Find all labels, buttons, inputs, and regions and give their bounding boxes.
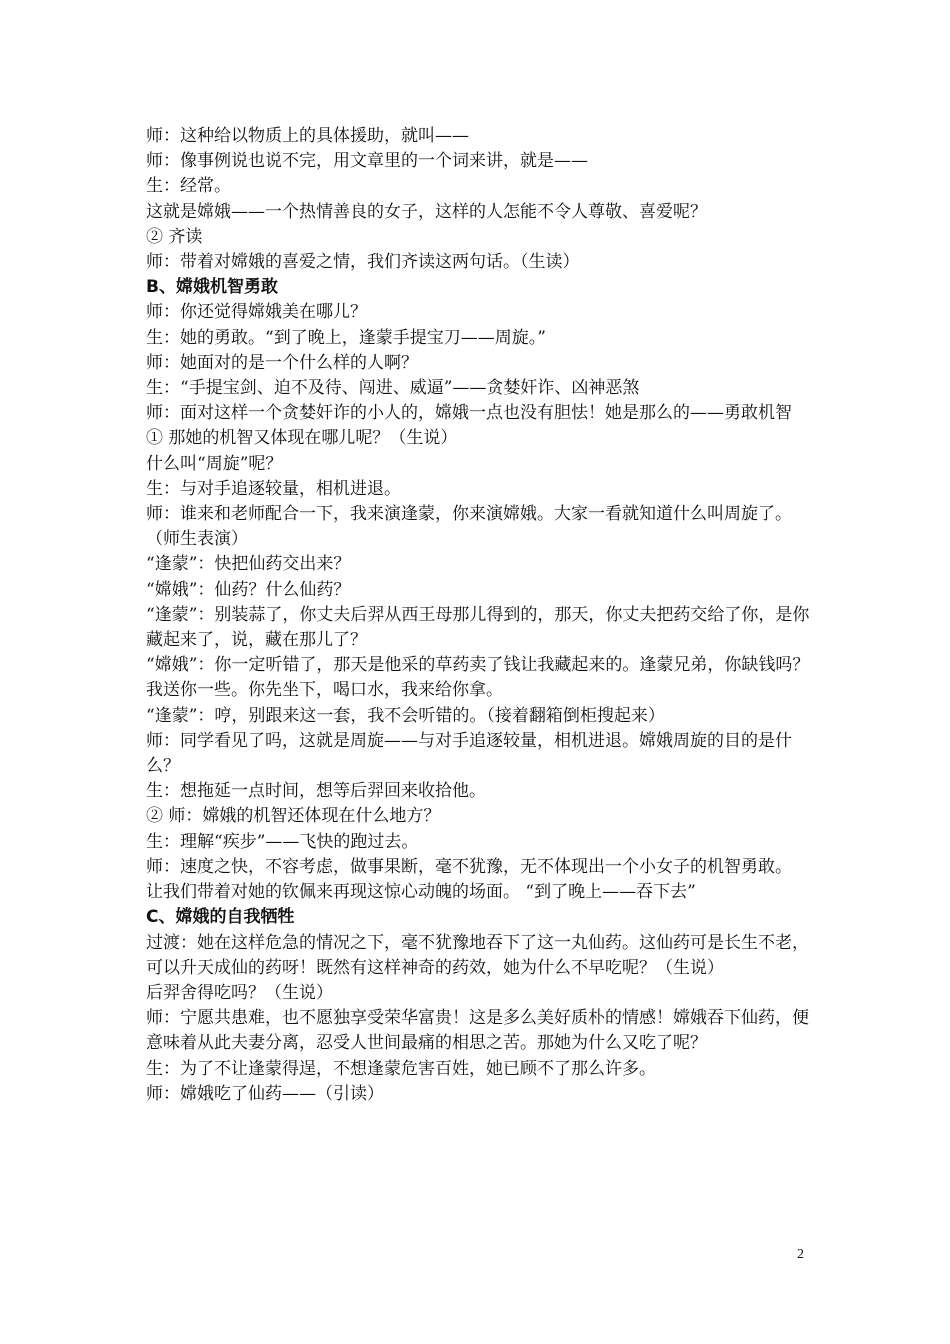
paragraph: 什么叫“周旋”呢？ [146,453,283,474]
paragraph: 让我们带着对她的钦佩来再现这惊心动魄的场面。 “到了晚上——吞下去” [146,882,696,903]
paragraph: 师：这种给以物质上的具体援助，就叫—— [146,126,469,146]
document-body [146,124,814,1107]
paragraph: 过渡：她在这样危急的情况之下，毫不犹豫地吞下了这一丸仙药。这仙药可是长生不老，可以升天成仙的药呀！既然有这样神奇的药效，她为什么不早吃呢？（生说） [146,932,809,978]
paragraph: “逢蒙”：别装蒜了，你丈夫后羿从西王母那儿得到的，那天，你丈夫把药交给了你，是你藏起来了，说，藏在那儿了？ [146,604,810,651]
paragraph: 后羿舍得吃吗？（生说） [146,982,333,1003]
paragraph: 师：谁来和老师配合一下，我来演逢蒙，你来演嫦娥。大家一看就知道什么叫周旋了。（师生表演） [146,504,792,550]
paragraph: “逢蒙”：哼，别跟来这一套，我不会听错的。（接着翻箱倒柜搜起来） [146,705,665,726]
paragraph: 师：嫦娥吃了仙药——（引读） [146,1083,384,1104]
paragraph: “嫦娥”：仙药？什么仙药？ [146,579,351,600]
paragraph: ② 师：嫦娥的机智还体现在什么地方？ [146,806,441,827]
paragraph: 生：经常。 [146,176,231,197]
paragraph: 师：速度之快，不容考虑，做事果断，毫不犹豫，无不体现出一个小女子的机智勇敢。 [146,856,792,877]
paragraph: ① 那她的机智又体现在哪儿呢？（生说） [146,428,458,449]
paragraph: 生：她的勇敢。“到了晚上，逢蒙手提宝刀——周旋。” [146,327,546,348]
section-heading: C、嫦娥的自我牺牲 [146,907,295,928]
paragraph: 师：她面对的是一个什么样的人啊？ [146,352,418,373]
paragraph: “逢蒙”：快把仙药交出来？ [146,554,351,575]
paragraph: 生：与对手追逐较量，相机进退。 [146,478,401,499]
paragraph: 师：同学看见了吗，这就是周旋——与对手追逐较量，相机进退。嫦娥周旋的目的是什么？ [146,730,792,777]
paragraph: 生：想拖延一点时间，想等后羿回来收拾他。 [146,781,486,802]
paragraph: 生：理解“疾步”——飞快的跑过去。 [146,831,419,852]
paragraph: “嫦娥”：你一定听错了，那天是他采的草药卖了钱让我藏起来的。逢蒙兄弟，你缺钱吗？我送你一些。你先坐下，喝口水，我来给你拿。 [146,655,810,701]
paragraph: 生：为了不让逢蒙得逞，不想逢蒙危害百姓，她已顾不了那么许多。 [146,1058,656,1079]
paragraph: ② 齐读 [146,226,203,247]
paragraph: 这就是嫦娥——一个热情善良的女子，这样的人怎能不令人尊敬、喜爱呢？ [146,201,707,222]
page-number: 2 [797,1247,804,1262]
paragraph: 生：“手提宝剑、迫不及待、闯进、威逼”——贪婪奸诈、凶神恶煞 [146,378,640,399]
paragraph: 师：面对这样一个贪婪奸诈的小人的，嫦娥一点也没有胆怯！她是那么的——勇敢机智 [146,403,792,424]
paragraph: 师：像事例说也说不完，用文章里的一个词来讲，就是—— [146,151,588,172]
paragraph: 师：带着对嫦娥的喜爱之情，我们齐读这两句话。（生读） [146,252,580,273]
paragraph: 师：宁愿共患难，也不愿独享受荣华富贵！这是多么美好质朴的情感！嫦娥吞下仙药，便意味着从此夫妻分离，忍受人世间最痛的相思之苦。那她为什么又吃了呢？ [146,1008,809,1054]
section-heading: B、嫦娥机智勇敢 [146,277,278,298]
paragraph: 师：你还觉得嫦娥美在哪儿？ [146,302,367,323]
